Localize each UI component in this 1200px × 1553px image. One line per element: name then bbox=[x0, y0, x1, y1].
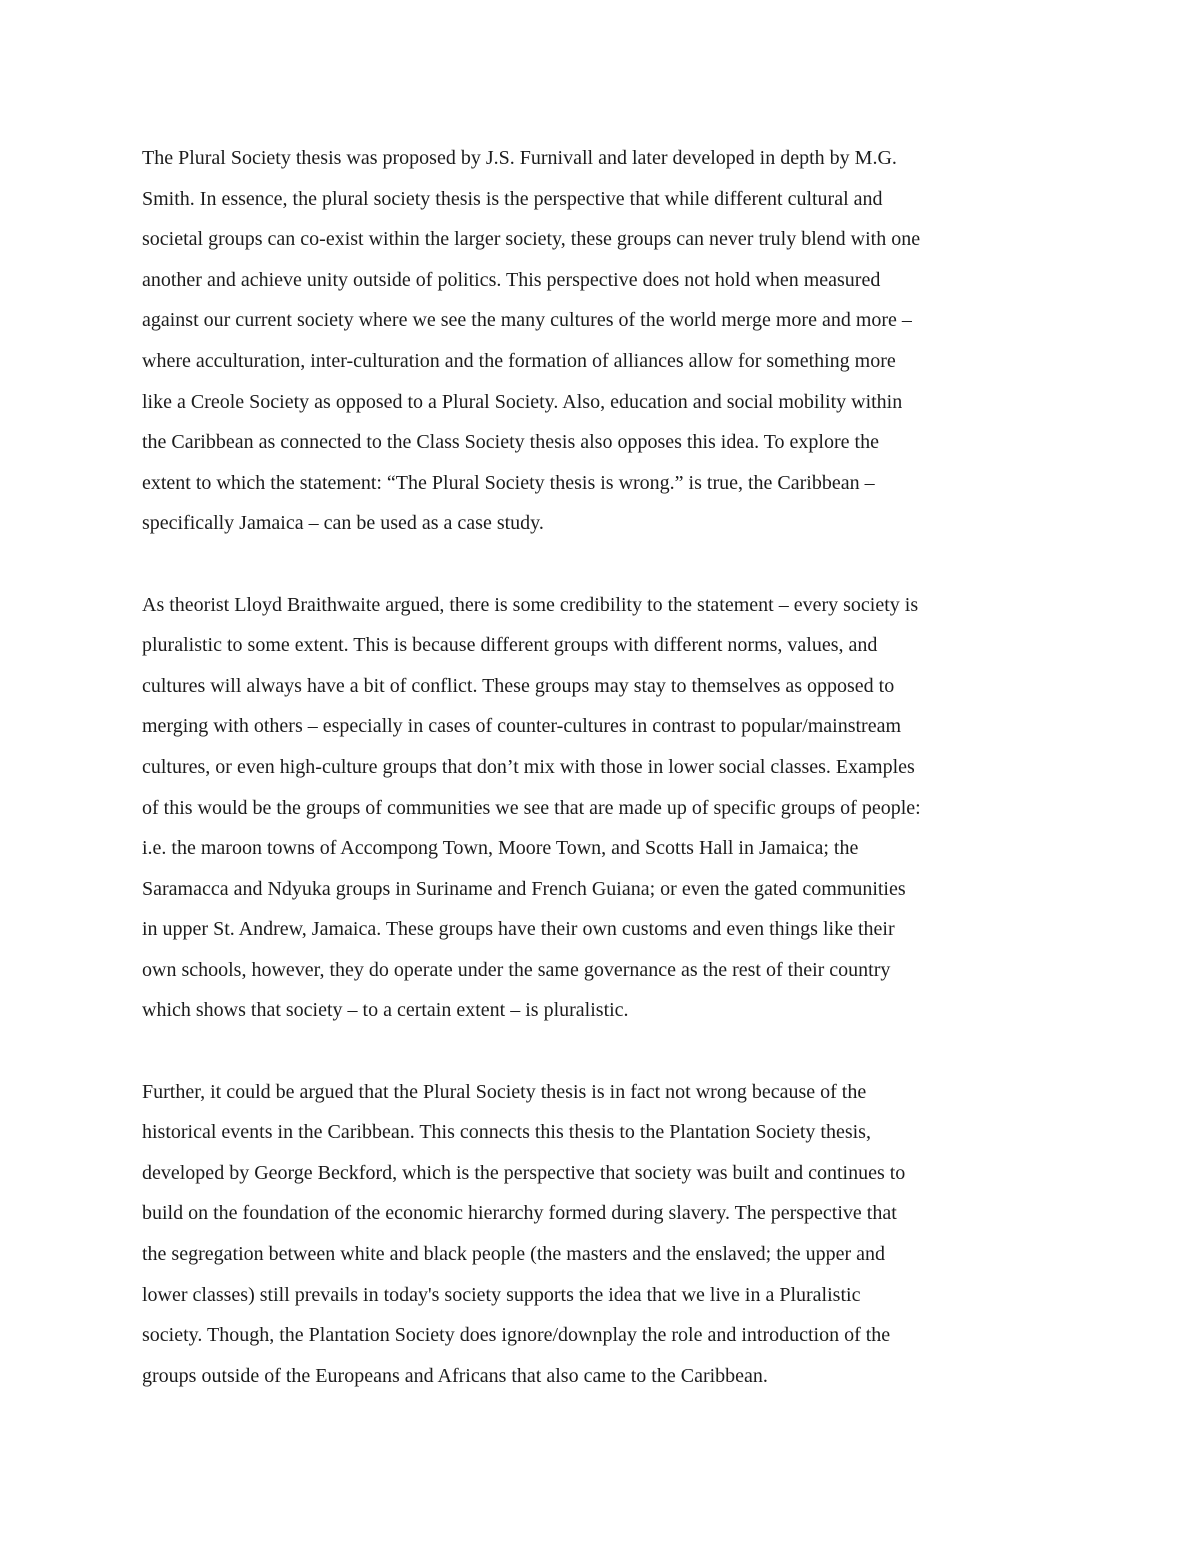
paragraph-line: groups outside of the Europeans and Africans that also came to the Caribbean. bbox=[142, 1364, 768, 1387]
paragraph-line: in upper St. Andrew, Jamaica. These groups have their own customs and even things like their bbox=[142, 918, 895, 941]
paragraph-line: societal groups can co-exist within the larger society, these groups can never truly blend with one bbox=[142, 228, 921, 251]
paragraph-line: the segregation between white and black people (the masters and the enslaved; the upper and bbox=[142, 1243, 886, 1266]
paragraph-spacer bbox=[142, 1031, 1077, 1072]
paragraph-line: As theorist Lloyd Braithwaite argued, there is some credibility to the statement – every society is bbox=[142, 593, 919, 616]
paragraph-line: Further, it could be argued that the Plural Society thesis is in fact not wrong because of the bbox=[142, 1080, 867, 1103]
paragraph-line: developed by George Beckford, which is the perspective that society was built and continues to bbox=[142, 1161, 906, 1184]
paragraph-line: where acculturation, inter-culturation and the formation of alliances allow for something more bbox=[142, 349, 896, 372]
paragraph-line: society. Though, the Plantation Society does ignore/downplay the role and introduction of the bbox=[142, 1324, 891, 1347]
paragraph-line: lower classes) still prevails in today's society supports the idea that we live in a Pluralistic bbox=[142, 1283, 861, 1306]
paragraph-3 bbox=[142, 1072, 1077, 1397]
paragraph-line: own schools, however, they do operate under the same governance as the rest of their country bbox=[142, 958, 891, 981]
paragraph-line: which shows that society – to a certain extent – is pluralistic. bbox=[142, 999, 629, 1022]
paragraph-spacer bbox=[142, 544, 1077, 585]
paragraph-line: the Caribbean as connected to the Class Society thesis also opposes this idea. To explore the bbox=[142, 431, 879, 454]
document-body bbox=[142, 138, 1077, 1396]
paragraph-line: pluralistic to some extent. This is because different groups with different norms, values, and bbox=[142, 634, 878, 657]
paragraph-line: Saramacca and Ndyuka groups in Suriname and French Guiana; or even the gated communities bbox=[142, 877, 906, 900]
paragraph-line: cultures will always have a bit of conflict. These groups may stay to themselves as opposed to bbox=[142, 674, 895, 697]
paragraph-line: merging with others – especially in cases of counter-cultures in contrast to popular/mainstream bbox=[142, 715, 902, 738]
paragraph-line: Smith. In essence, the plural society thesis is the perspective that while different cultural and bbox=[142, 187, 883, 210]
paragraph-line: specifically Jamaica – can be used as a case study. bbox=[142, 512, 544, 535]
paragraph-2 bbox=[142, 585, 1077, 1032]
paragraph-line: another and achieve unity outside of politics. This perspective does not hold when measured bbox=[142, 268, 881, 291]
paragraph-line: i.e. the maroon towns of Accompong Town, Moore Town, and Scotts Hall in Jamaica; the bbox=[142, 837, 859, 860]
paragraph-line: against our current society where we see the many cultures of the world merge more and more – bbox=[142, 309, 912, 332]
paragraph-line: The Plural Society thesis was proposed by J.S. Furnivall and later developed in depth by M.G. bbox=[142, 147, 897, 169]
paragraph-line: extent to which the statement: “The Plural Society thesis is wrong.” is true, the Caribbean – bbox=[142, 471, 875, 494]
paragraph-line: cultures, or even high-culture groups that don’t mix with those in lower social classes. Examples bbox=[142, 755, 915, 778]
paragraph-line: historical events in the Caribbean. This connects this thesis to the Plantation Society thesis, bbox=[142, 1121, 871, 1144]
paragraph-1 bbox=[142, 138, 1077, 544]
paragraph-line: build on the foundation of the economic hierarchy formed during slavery. The perspective that bbox=[142, 1202, 897, 1225]
paragraph-line: like a Creole Society as opposed to a Plural Society. Also, education and social mobility within bbox=[142, 390, 903, 413]
paragraph-line: of this would be the groups of communities we see that are made up of specific groups of people: bbox=[142, 796, 921, 819]
